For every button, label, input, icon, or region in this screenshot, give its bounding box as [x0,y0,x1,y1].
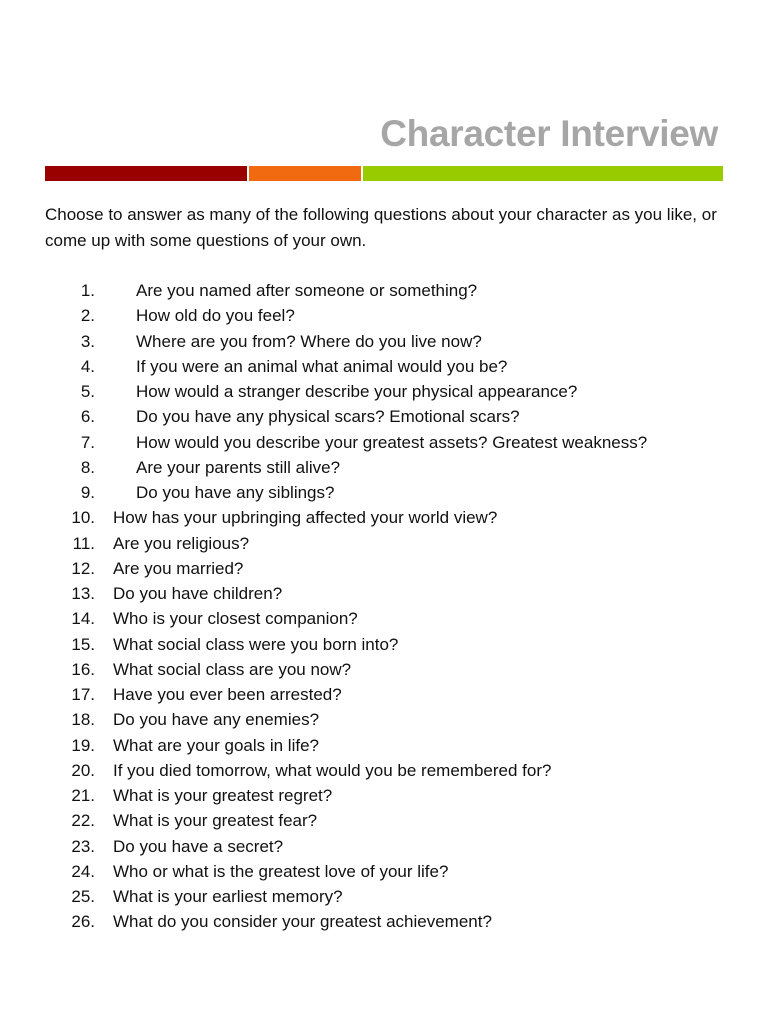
page-title: Character Interview [380,113,718,154]
question-item [45,531,735,556]
intro-paragraph: Choose to answer as many of the following questions about your character as you like, or come up with some questions of your own. [45,205,717,250]
question-text: Do you have a secret? [113,836,284,856]
question-text: Do you have children? [113,584,283,603]
question-item [45,632,735,657]
question-number: 18. [71,710,95,730]
accent-bar-red-segment [45,166,247,181]
question-number: 13. [71,584,95,603]
question-number: 9. [80,483,95,502]
question-text: Who or what is the greatest love of your life? [113,861,449,881]
question-item [45,404,735,429]
question-number: 7. [80,432,95,452]
question-number: 22. [71,811,95,831]
question-item [45,783,735,808]
question-item [45,379,735,404]
question-text: What do you consider your greatest achievement? [113,912,492,932]
question-text: Where are you from? Where do you live now? [136,331,482,351]
question-text: What social class were you born into? [113,634,399,654]
question-number: 25. [71,887,95,906]
question-text: What is your greatest regret? [113,786,333,805]
question-list [45,278,735,935]
question-item [45,657,735,682]
question-text: Do you have any physical scars? Emotional scars? [136,407,520,427]
question-number: 3. [80,331,95,351]
question-text: What social class are you now? [113,659,352,679]
question-text: Are you religious? [113,533,250,553]
question-item [45,455,735,480]
question-item [45,707,735,732]
question-text: Do you have any siblings? [136,483,335,502]
question-number: 5. [80,382,95,401]
question-number: 8. [80,457,95,477]
question-number: 14. [71,609,95,629]
question-item [45,329,735,354]
question-number: 6. [80,407,95,427]
question-item [45,733,735,758]
question-item [45,556,735,581]
question-text: What are your goals in life? [113,735,319,755]
question-number: 12. [71,558,95,578]
question-text: If you were an animal what animal would you be? [136,356,508,376]
accent-bar-orange-segment [249,166,361,181]
question-number: 1. [80,281,95,300]
question-number: 26. [71,912,95,932]
question-text: Are your parents still alive? [136,457,341,477]
question-number: 11. [72,533,95,553]
question-item [45,682,735,707]
question-item [45,606,735,631]
accent-color-bar [45,166,723,181]
question-text: How has your upbringing affected your world view? [113,508,498,528]
question-number: 10. [71,508,95,528]
question-number: 19. [71,735,95,755]
question-text: How old do you feel? [136,306,295,326]
question-number: 24. [71,861,95,881]
question-item [45,909,735,934]
question-number: 16. [71,659,95,679]
question-text: Are you named after someone or something? [136,281,478,300]
question-text: What is your earliest memory? [113,887,343,906]
question-text: If you died tomorrow, what would you be remembered for? [113,760,552,780]
accent-bar-green-segment [363,166,723,181]
question-text: Are you married? [113,558,244,578]
question-number: 23. [71,836,95,856]
question-item [45,808,735,833]
question-number: 2. [80,306,95,326]
question-text: Have you ever been arrested? [113,685,342,704]
question-text: What is your greatest fear? [113,811,318,831]
question-item [45,505,735,530]
question-item [45,581,735,606]
question-number: 17. [71,685,95,704]
question-item [45,278,735,303]
question-item [45,303,735,328]
question-number: 20. [71,760,95,780]
question-item [45,834,735,859]
question-item [45,758,735,783]
question-text: Do you have any enemies? [113,710,320,730]
question-text: How would you describe your greatest assets? Greatest weakness? [136,432,648,452]
question-text: Who is your closest companion? [113,609,358,629]
question-number: 4. [80,356,95,376]
question-item [45,354,735,379]
question-number: 21. [71,786,95,805]
question-item [45,859,735,884]
question-text: How would a stranger describe your physical appearance? [136,382,578,401]
question-item [45,480,735,505]
question-item [45,884,735,909]
question-item [45,430,735,455]
question-number: 15. [71,634,95,654]
